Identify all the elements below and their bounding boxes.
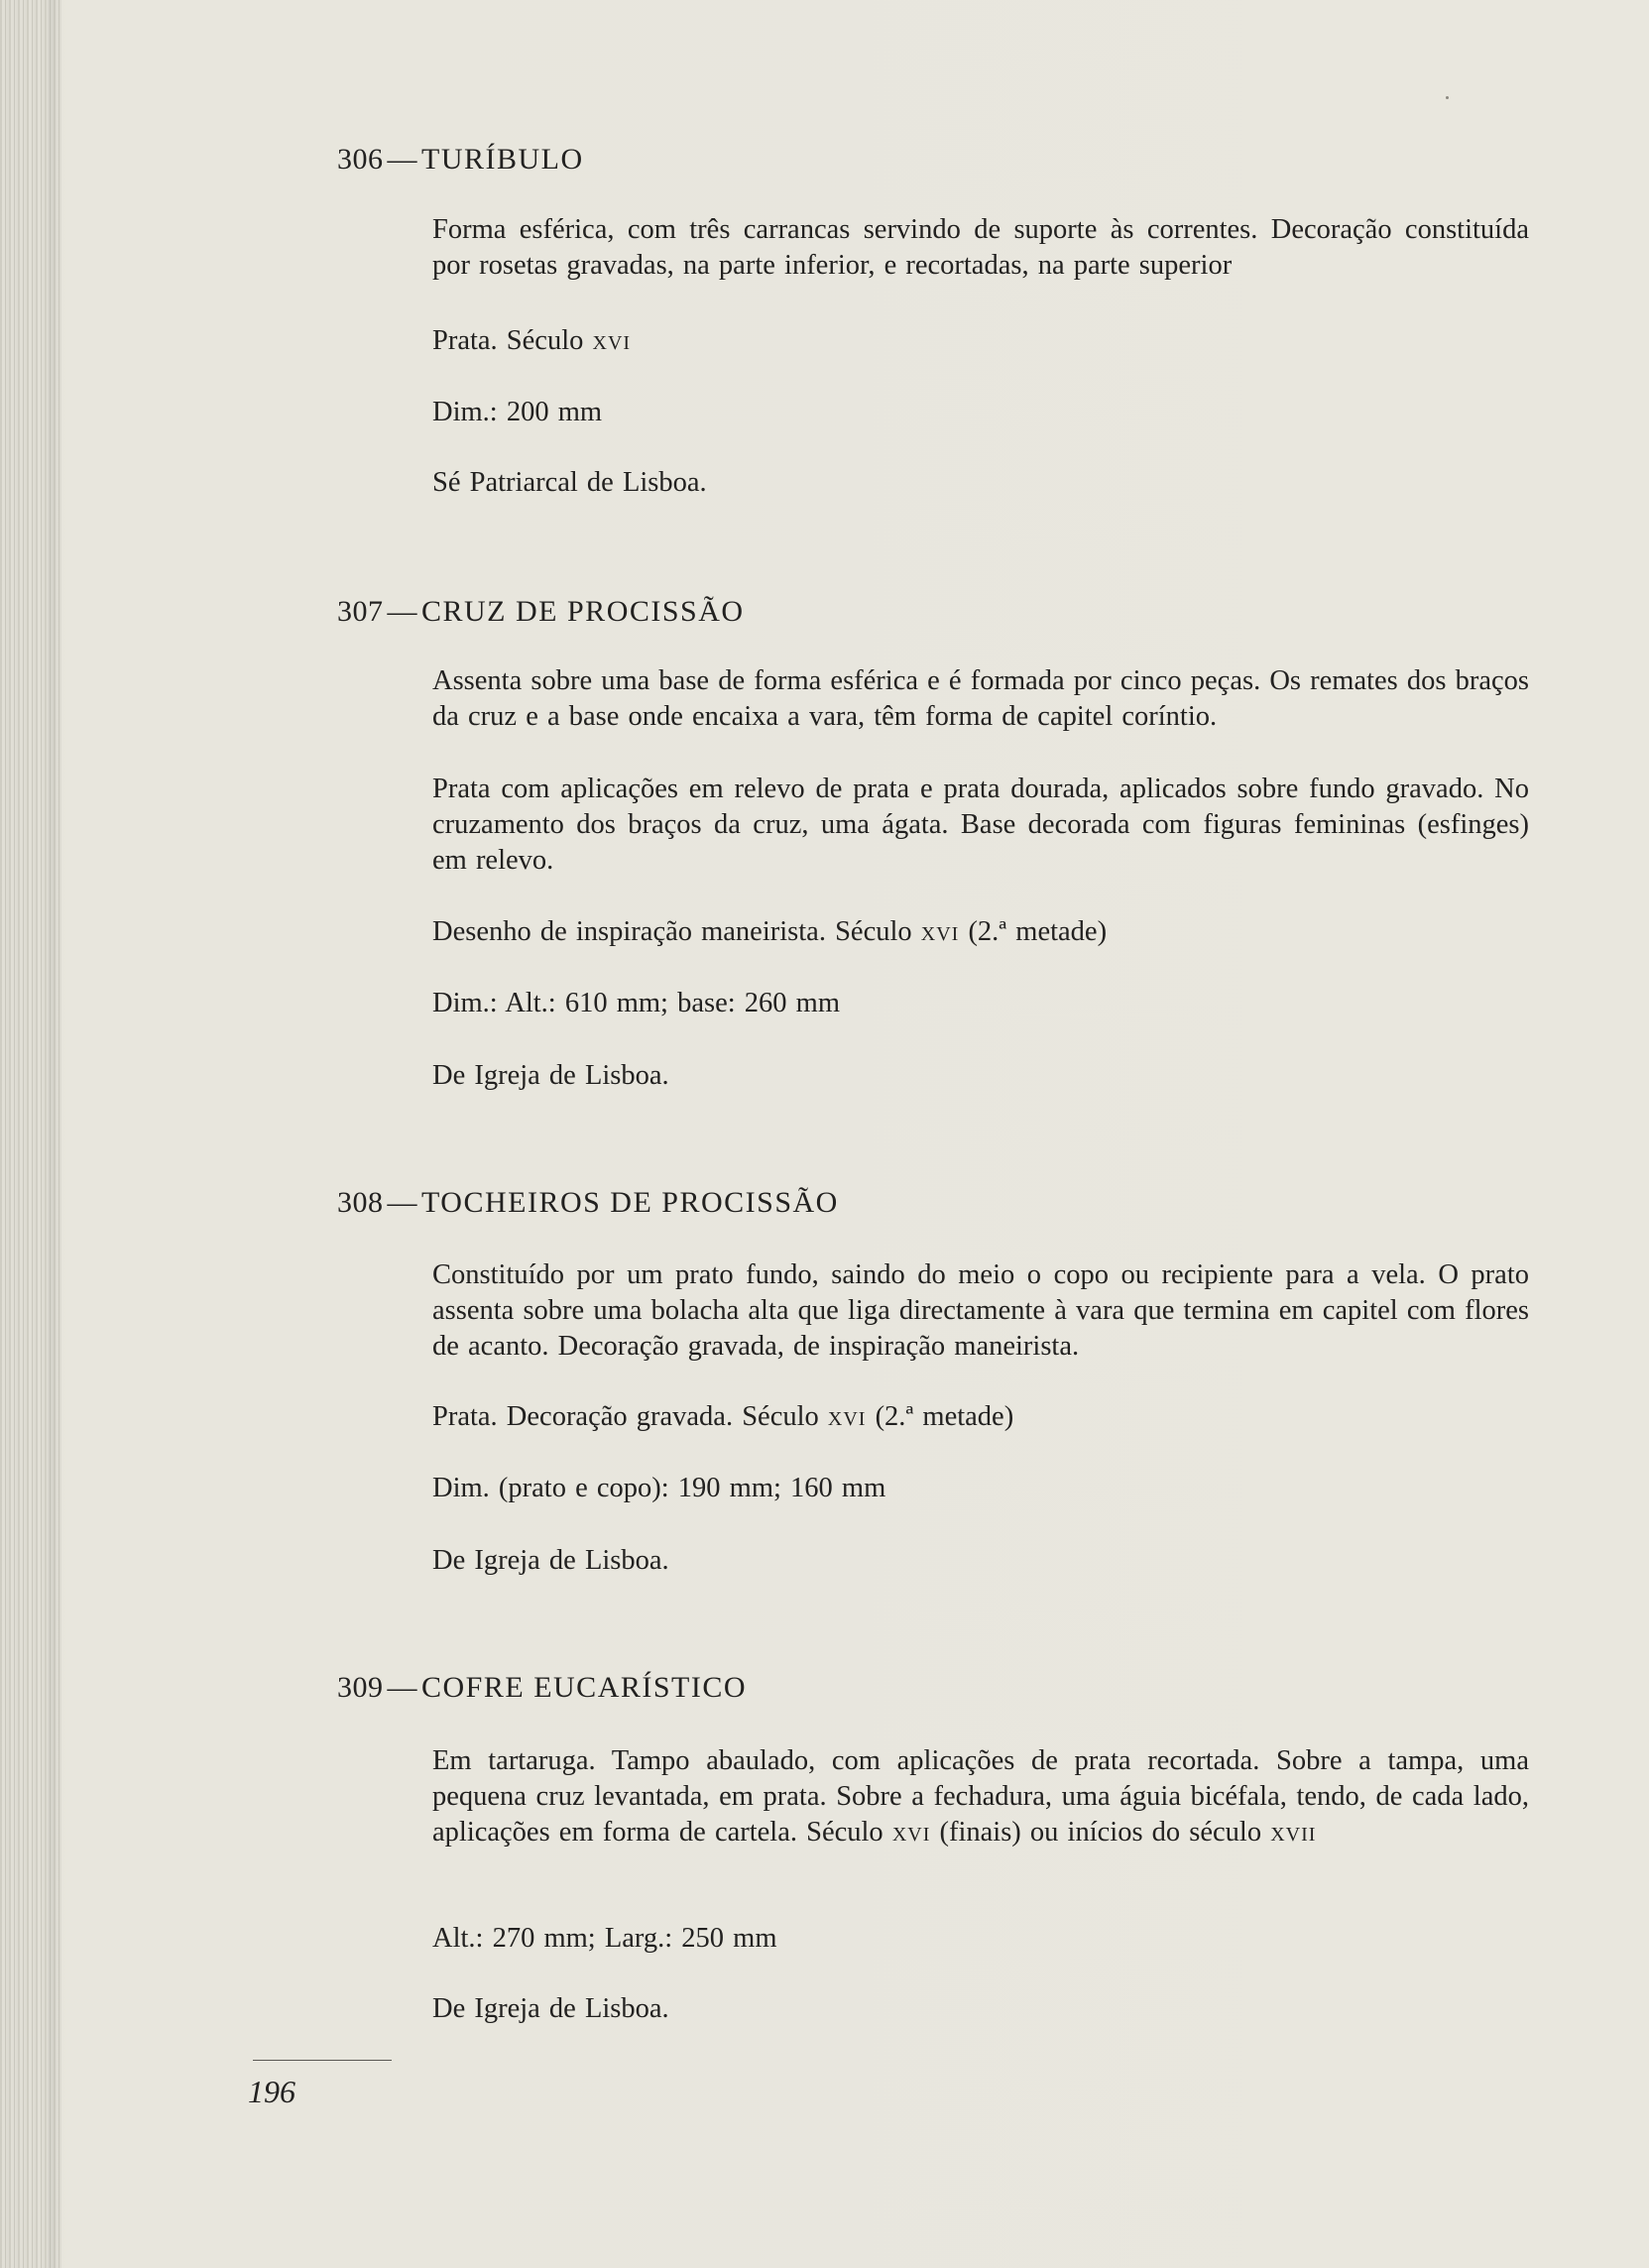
- entry-description: Assenta sobre uma base de forma esférica e é formada por cinco peças. Os remates dos braços da cruz e a base onde encaixa a vara, têm forma de capitel coríntio.: [432, 665, 1529, 732]
- entry-provenance: Sé Patriarcal de Lisboa.: [432, 467, 707, 498]
- entry-number: 307: [337, 595, 384, 628]
- entry-provenance: De Igreja de Lisboa.: [432, 1545, 669, 1576]
- entry-number: 308: [337, 1186, 384, 1219]
- entry-description: Constituído por um prato fundo, saindo do meio o copo ou recipiente para a vela. O prato assenta sobre uma bolacha alta que liga directamente à vara que termina em capitel com flores de acanto. Decoração gravada, de inspiração maneirista.: [432, 1259, 1529, 1362]
- entry-dash: —: [387, 1671, 417, 1704]
- entry-provenance: De Igreja de Lisboa.: [432, 1993, 669, 2024]
- material-text: Desenho de inspiração maneirista. Século: [432, 916, 912, 947]
- entry-title: CRUZ DE PROCISSÃO: [421, 595, 745, 628]
- page-number: 196: [248, 2074, 295, 2109]
- description-text: Em tartaruga. Tampo abaulado, com aplicações de prata recortada. Sobre a tampa, uma pequena cruz levantada, em prata. Sobre a fechadura, uma águia bicéfala, tendo, de cada lado, aplicações em forma de cartela. Século: [432, 1745, 1529, 1848]
- entry-material: [432, 1399, 1529, 1435]
- entry-material: [432, 323, 1529, 359]
- entry-dimensions: Dim.: Alt.: 610 mm; base: 260 mm: [432, 988, 840, 1018]
- entry-description-2: Prata com aplicações em relevo de prata e prata dourada, aplicados sobre fundo gravado. No cruzamento dos braços da cruz, uma ágata. Base decorada com figuras femininas (esfinges) em relevo.: [432, 774, 1529, 876]
- entry-provenance: De Igreja de Lisboa.: [432, 1060, 669, 1091]
- entry-heading: [337, 1671, 747, 1705]
- material-suffix: (2.ª metade): [968, 916, 1108, 947]
- paper-speck: [1446, 96, 1449, 99]
- entry-description: [432, 1743, 1529, 1850]
- entry-dash: —: [387, 1186, 417, 1219]
- entry-heading: [337, 1186, 839, 1220]
- material-century: xvi: [592, 325, 632, 356]
- material-century: xvi: [827, 1401, 867, 1432]
- material-century: xvi: [920, 916, 960, 947]
- entry-dimensions: Dim.: 200 mm: [432, 397, 603, 427]
- description-mid: (finais) ou inícios do século: [939, 1817, 1262, 1848]
- entry-title: TOCHEIROS DE PROCISSÃO: [421, 1186, 839, 1219]
- material-suffix: (2.ª metade): [875, 1401, 1014, 1432]
- entry-material: [432, 914, 1529, 950]
- entry-number: 306: [337, 143, 384, 176]
- material-text: Prata. Século: [432, 325, 584, 356]
- entry-dash: —: [387, 595, 417, 628]
- description-century-1: xvi: [891, 1817, 931, 1848]
- entry-dimensions: Dim. (prato e copo): 190 mm; 160 mm: [432, 1473, 886, 1503]
- entry-dimensions: Alt.: 270 mm; Larg.: 250 mm: [432, 1923, 777, 1954]
- material-text: Prata. Decoração gravada. Século: [432, 1401, 819, 1432]
- description-century-2: xvii: [1270, 1817, 1317, 1848]
- entry-title: TURÍBULO: [421, 143, 584, 176]
- entry-number: 309: [337, 1671, 384, 1704]
- entry-heading: [337, 595, 745, 629]
- footer-rule: [253, 2060, 392, 2061]
- entry-dash: —: [387, 143, 417, 176]
- entry-heading: [337, 143, 584, 177]
- entry-title: COFRE EUCARÍSTICO: [421, 1671, 748, 1704]
- entry-description: Forma esférica, com três carrancas servindo de suporte às correntes. Decoração constituída por rosetas gravadas, na parte inferior, e recortadas, na parte superior: [432, 214, 1529, 281]
- book-binding-edge: [0, 0, 61, 2268]
